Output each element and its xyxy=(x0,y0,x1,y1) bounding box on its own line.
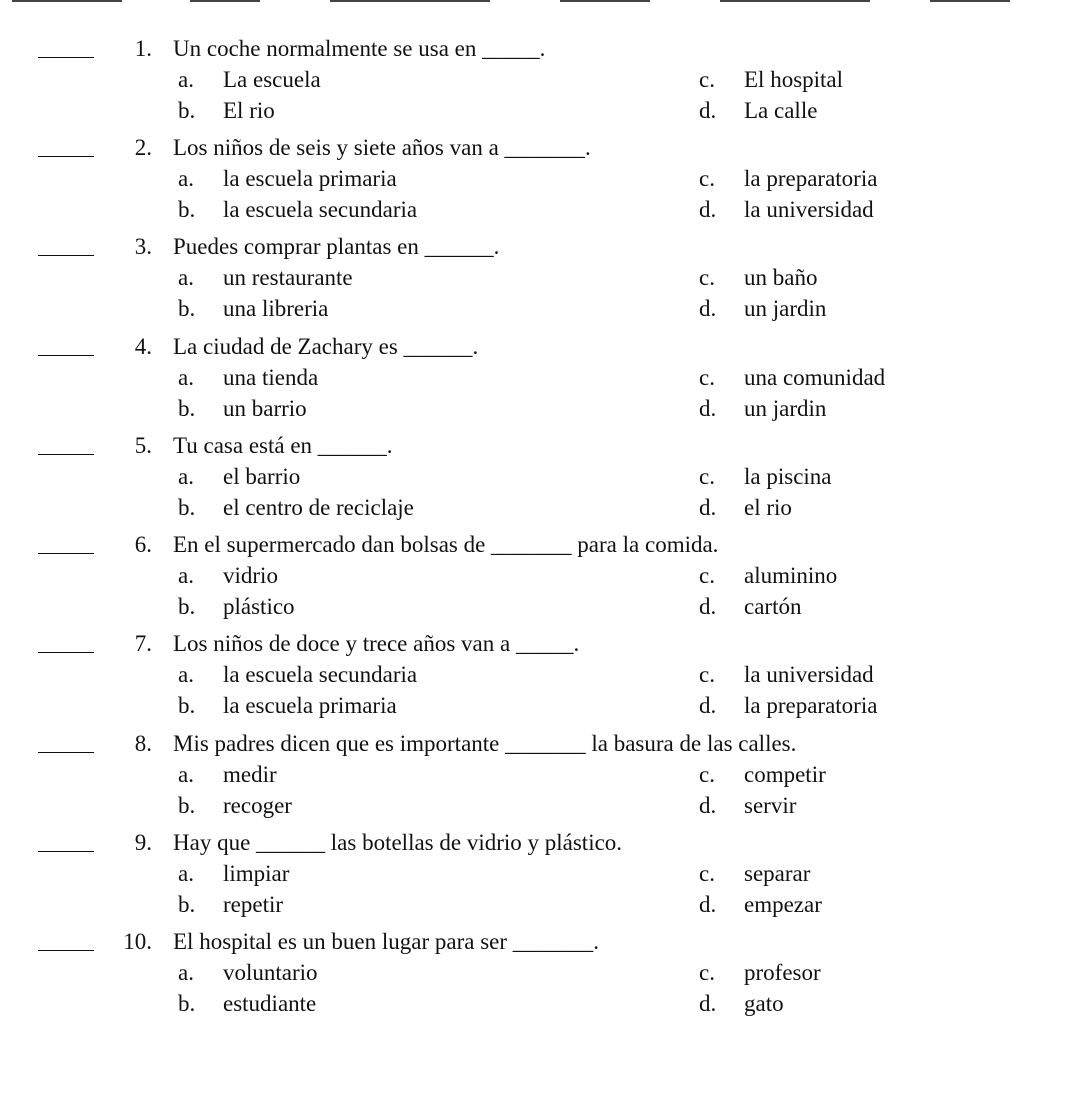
option-letter: b. xyxy=(178,197,196,222)
answer-blank[interactable] xyxy=(38,553,94,554)
answer-blank[interactable] xyxy=(38,652,94,653)
option-letter: d. xyxy=(699,594,717,619)
option-letter: b. xyxy=(178,793,196,818)
option-text: la piscina xyxy=(744,464,832,489)
option-letter: b. xyxy=(178,693,196,718)
question-7 xyxy=(0,630,1087,722)
option-text: aluminino xyxy=(744,563,838,588)
option-text: medir xyxy=(223,762,277,787)
question-8 xyxy=(0,730,1087,822)
option-letter: d. xyxy=(699,793,717,818)
option-text: la escuela primaria xyxy=(223,166,397,191)
question-number: 3. xyxy=(134,234,152,259)
question-1 xyxy=(0,35,1087,127)
option-letter: a. xyxy=(178,662,194,687)
option-text: La escuela xyxy=(223,67,321,92)
option-text: el barrio xyxy=(223,464,301,489)
option-letter: c. xyxy=(699,563,715,588)
option-letter: a. xyxy=(178,67,194,92)
question-stem: La ciudad de Zachary es ______. xyxy=(173,334,479,359)
option-text: una comunidad xyxy=(744,365,886,390)
option-letter: a. xyxy=(178,960,194,985)
option-letter: b. xyxy=(178,396,196,421)
option-text: una tienda xyxy=(223,365,319,390)
question-3 xyxy=(0,233,1087,325)
option-text: voluntario xyxy=(223,960,318,985)
option-letter: b. xyxy=(178,991,196,1016)
option-text: La calle xyxy=(744,98,818,123)
option-letter: b. xyxy=(178,594,196,619)
answer-blank[interactable] xyxy=(38,752,94,753)
option-letter: c. xyxy=(699,265,715,290)
option-letter: a. xyxy=(178,166,194,191)
option-text: El rio xyxy=(223,98,275,123)
question-stem: Tu casa está en ______. xyxy=(173,433,393,458)
option-letter: d. xyxy=(699,197,717,222)
option-letter: c. xyxy=(699,365,715,390)
cropped-previous-line xyxy=(0,0,1087,6)
option-letter: d. xyxy=(699,98,717,123)
question-5 xyxy=(0,432,1087,524)
option-letter: c. xyxy=(699,861,715,886)
question-number: 6. xyxy=(134,532,152,557)
question-stem: Puedes comprar plantas en ______. xyxy=(173,234,500,259)
question-number: 4. xyxy=(134,334,152,359)
question-6 xyxy=(0,531,1087,623)
option-letter: b. xyxy=(178,892,196,917)
option-letter: a. xyxy=(178,464,194,489)
option-letter: c. xyxy=(699,662,715,687)
option-letter: a. xyxy=(178,563,194,588)
option-letter: c. xyxy=(699,67,715,92)
option-text: estudiante xyxy=(223,991,317,1016)
question-stem: Hay que ______ las botellas de vidrio y plástico. xyxy=(173,830,623,855)
question-10 xyxy=(0,928,1087,1020)
option-text: un restaurante xyxy=(223,265,353,290)
option-text: plástico xyxy=(223,594,295,619)
option-text: competir xyxy=(744,762,826,787)
option-text: el centro de reciclaje xyxy=(223,495,414,520)
question-stem: Los niños de doce y trece años van a _____. xyxy=(173,631,580,656)
answer-blank[interactable] xyxy=(38,255,94,256)
answer-blank[interactable] xyxy=(38,851,94,852)
option-text: recoger xyxy=(223,793,292,818)
option-letter: b. xyxy=(178,296,196,321)
option-letter: d. xyxy=(699,296,717,321)
option-letter: a. xyxy=(178,762,194,787)
option-letter: c. xyxy=(699,166,715,191)
option-text: empezar xyxy=(744,892,822,917)
option-text: la escuela secundaria xyxy=(223,197,418,222)
option-text: un jardin xyxy=(744,396,827,421)
option-letter: d. xyxy=(699,396,717,421)
option-text: la universidad xyxy=(744,197,874,222)
option-letter: a. xyxy=(178,365,194,390)
option-text: la preparatoria xyxy=(744,166,878,191)
option-text: la preparatoria xyxy=(744,693,878,718)
option-text: un barrio xyxy=(223,396,307,421)
option-letter: d. xyxy=(699,495,717,520)
answer-blank[interactable] xyxy=(38,57,94,58)
question-number: 2. xyxy=(134,135,152,160)
option-text: repetir xyxy=(223,892,284,917)
question-number: 7. xyxy=(134,631,152,656)
option-text: la escuela secundaria xyxy=(223,662,418,687)
option-text: gato xyxy=(744,991,784,1016)
option-text: un baño xyxy=(744,265,818,290)
option-letter: b. xyxy=(178,98,196,123)
option-d xyxy=(699,990,784,1102)
question-number: 8. xyxy=(134,731,152,756)
option-text: servir xyxy=(744,793,797,818)
answer-blank[interactable] xyxy=(38,454,94,455)
option-letter: d. xyxy=(699,693,717,718)
question-stem: Mis padres dicen que es importante _______ la basura de las calles. xyxy=(173,731,797,756)
option-letter: c. xyxy=(699,464,715,489)
option-letter: d. xyxy=(699,991,717,1016)
answer-blank[interactable] xyxy=(38,156,94,157)
option-text: cartón xyxy=(744,594,802,619)
question-number: 5. xyxy=(134,433,152,458)
option-text: vidrio xyxy=(223,563,278,588)
option-letter: a. xyxy=(178,265,194,290)
question-stem: Un coche normalmente se usa en _____. xyxy=(173,36,546,61)
question-stem: En el supermercado dan bolsas de _______ para la comida. xyxy=(173,532,719,557)
question-number: 1. xyxy=(134,36,152,61)
question-4 xyxy=(0,333,1087,425)
option-text: la universidad xyxy=(744,662,874,687)
question-9 xyxy=(0,829,1087,921)
option-letter: a. xyxy=(178,861,194,886)
option-b xyxy=(178,990,317,1102)
option-letter: c. xyxy=(699,762,715,787)
answer-blank[interactable] xyxy=(38,355,94,356)
option-text: el rio xyxy=(744,495,792,520)
option-text: la escuela primaria xyxy=(223,693,397,718)
question-number: 9. xyxy=(134,830,152,855)
option-text: El hospital xyxy=(744,67,844,92)
option-text: separar xyxy=(744,861,811,886)
question-number: 10. xyxy=(123,929,152,954)
question-stem: El hospital es un buen lugar para ser _______. xyxy=(173,929,600,954)
option-letter: b. xyxy=(178,495,196,520)
question-2 xyxy=(0,134,1087,226)
option-text: profesor xyxy=(744,960,821,985)
question-stem: Los niños de seis y siete años van a _______. xyxy=(173,135,591,160)
option-letter: d. xyxy=(699,892,717,917)
option-text: un jardin xyxy=(744,296,827,321)
answer-blank[interactable] xyxy=(38,950,94,951)
option-text: limpiar xyxy=(223,861,290,886)
option-text: una libreria xyxy=(223,296,329,321)
option-letter: c. xyxy=(699,960,715,985)
